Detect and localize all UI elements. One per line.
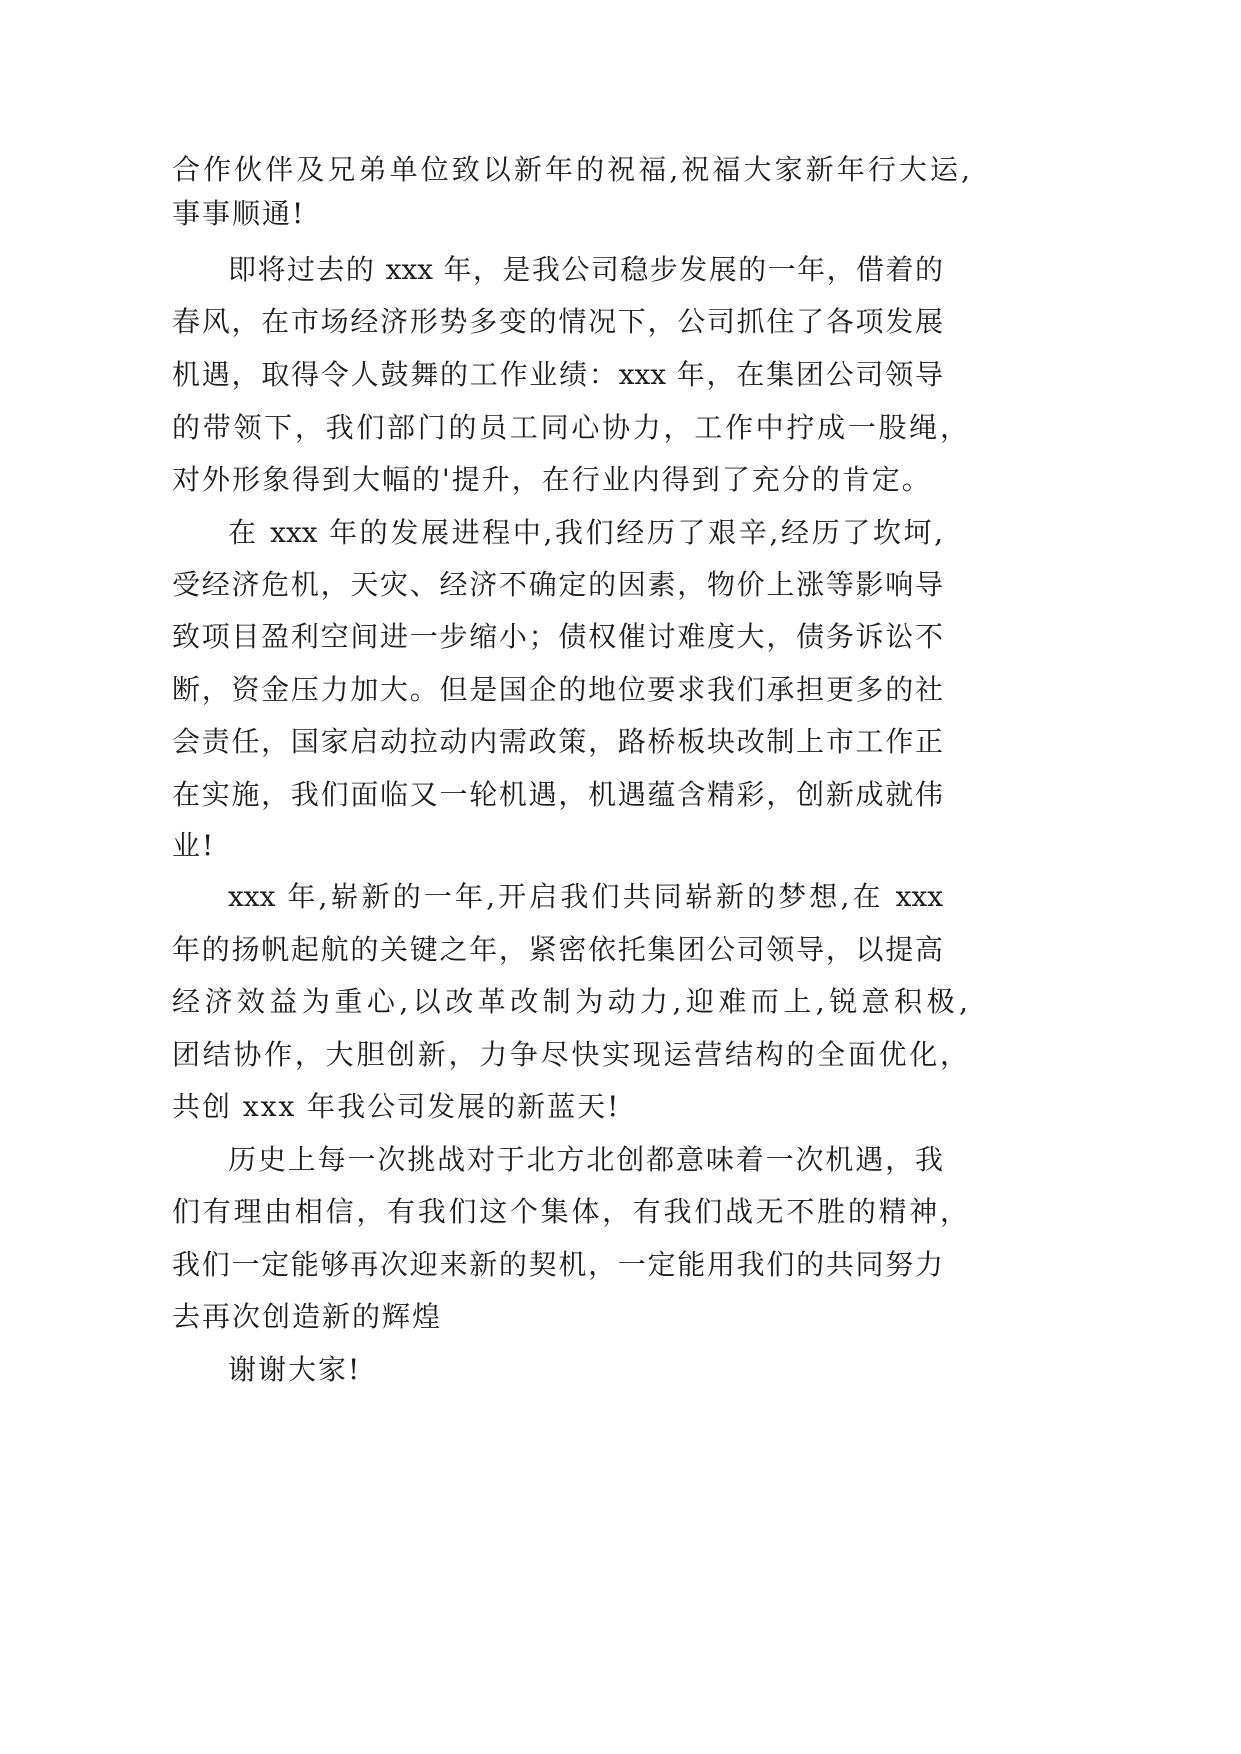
text-line: 团结协作，大胆创新，力争尽快实现运营结构的全面优化， <box>172 1038 968 1071</box>
text-line: 们有理由相信，有我们这个集体，有我们战无不胜的精神， <box>172 1195 968 1228</box>
text-line: 我们一定能够再次迎来新的契机，一定能用我们的共同努力 <box>172 1248 943 1281</box>
text-line: 年的扬帆起航的关键之年，紧密依托集团公司领导，以提高 <box>172 933 943 966</box>
text-line: 断，资金压力加大。但是国企的地位要求我们承担更多的社 <box>172 673 943 706</box>
text-line: 机遇，取得令人鼓舞的工作业绩：xxx 年，在集团公司领导 <box>172 358 943 391</box>
text-line: 共创 xxx 年我公司发展的新蓝天! <box>172 1090 621 1123</box>
text-line: 谢谢大家! <box>228 1353 362 1386</box>
text-line: 即将过去的 xxx 年，是我公司稳步发展的一年，借着的 <box>228 253 943 286</box>
text-line: 春风，在市场经济形势多变的情况下，公司抓住了各项发展 <box>172 305 943 338</box>
text-line: 历史上每一次挑战对于北方北创都意味着一次机遇，我 <box>228 1143 943 1176</box>
text-line: xxx 年,崭新的一年,开启我们共同崭新的梦想,在 xxx <box>228 880 943 913</box>
text-line: 合作伙伴及兄弟单位致以新年的祝福,祝福大家新年行大运, <box>172 153 970 186</box>
text-line: 事事顺通! <box>172 197 306 230</box>
text-line: 经济效益为重心,以改革改制为动力,迎难而上,锐意积极, <box>172 985 968 1018</box>
text-line: 会责任，国家启动拉动内需政策，路桥板块改制上市工作正 <box>172 725 943 758</box>
text-line: 受经济危机，天灾、经济不确定的因素，物价上涨等影响导 <box>172 568 943 601</box>
text-line: 在 xxx 年的发展进程中,我们经历了艰辛,经历了坎坷, <box>228 516 943 549</box>
text-line: 的带领下，我们部门的员工同心协力，工作中拧成一股绳， <box>172 411 968 444</box>
text-line: 业! <box>172 829 216 862</box>
text-line: 在实施，我们面临又一轮机遇，机遇蕴含精彩，创新成就伟 <box>172 778 943 811</box>
text-line: 对外形象得到大幅的'提升，在行业内得到了充分的肯定。 <box>172 463 932 496</box>
text-line: 致项目盈利空间进一步缩小；债权催讨难度大，债务诉讼不 <box>172 620 943 653</box>
text-line: 去再次创造新的辉煌 <box>172 1300 443 1333</box>
